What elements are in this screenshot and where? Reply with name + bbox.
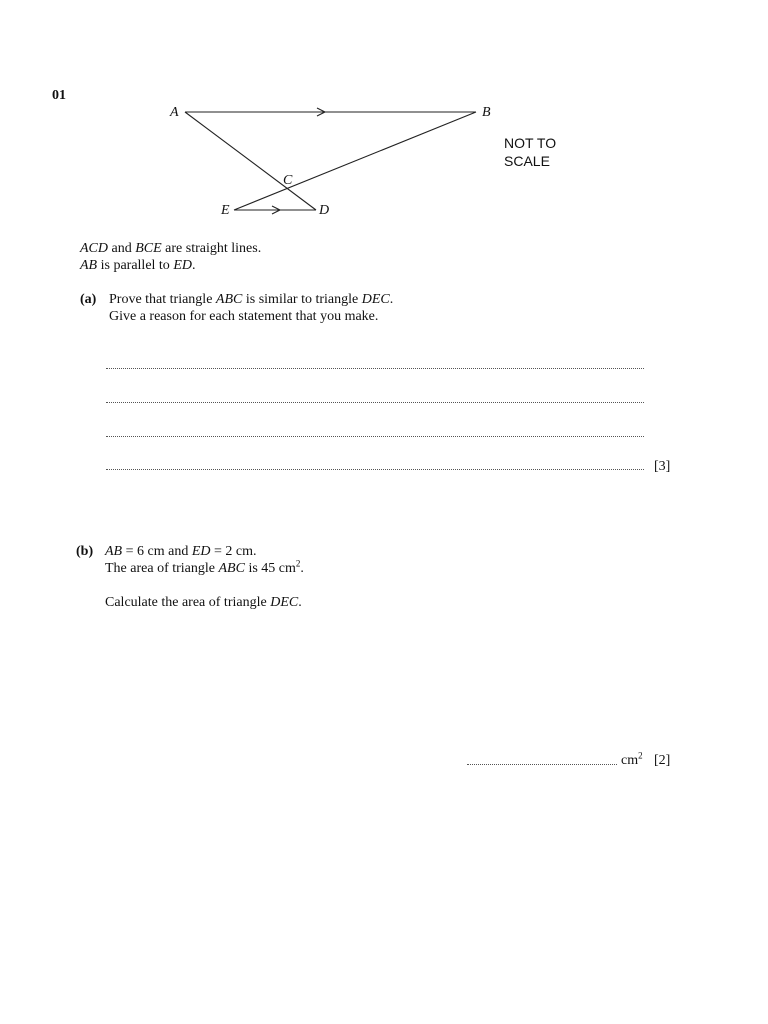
intro-line-1: ACD and BCE are straight lines. bbox=[80, 241, 262, 256]
part-a-line-1: Prove that triangle ABC is similar to triangle DEC. bbox=[109, 292, 394, 307]
part-b-line-2: The area of triangle ABC is 45 $cm^2$. bbox=[105, 558, 304, 576]
question-number: 01 bbox=[52, 88, 66, 103]
not-to-scale-note bbox=[504, 134, 556, 170]
answer-line-a-1[interactable] bbox=[106, 368, 644, 369]
note-line-2: SCALE bbox=[504, 153, 550, 169]
answer-line-a-2[interactable] bbox=[106, 402, 644, 403]
answer-unit: $cm^2$ bbox=[621, 750, 643, 768]
part-b-marks: [2] bbox=[654, 753, 671, 768]
label-d: D bbox=[319, 203, 330, 218]
part-b-line-3: Calculate the area of triangle DEC. bbox=[105, 595, 302, 610]
answer-line-a-3[interactable] bbox=[106, 436, 644, 437]
segment-ad bbox=[185, 112, 316, 210]
segment-be bbox=[234, 112, 476, 210]
label-a: A bbox=[170, 105, 179, 120]
note-line-1: NOT TO bbox=[504, 135, 557, 151]
triangle-diagram bbox=[160, 96, 500, 226]
answer-line-b[interactable] bbox=[467, 764, 617, 765]
part-a-line-2: Give a reason for each statement that you make. bbox=[109, 309, 379, 324]
intro-line-2: AB is parallel to ED. bbox=[80, 258, 196, 273]
part-a-label: (a) bbox=[80, 292, 97, 307]
label-b: B bbox=[482, 105, 491, 120]
part-b-label: (b) bbox=[76, 544, 94, 559]
part-a-marks: [3] bbox=[654, 459, 671, 474]
part-b-line-1: AB = 6 cm and ED = 2 cm. bbox=[105, 544, 257, 559]
answer-line-a-4[interactable] bbox=[106, 469, 644, 470]
label-e: E bbox=[221, 203, 230, 218]
label-c: C bbox=[283, 173, 293, 188]
